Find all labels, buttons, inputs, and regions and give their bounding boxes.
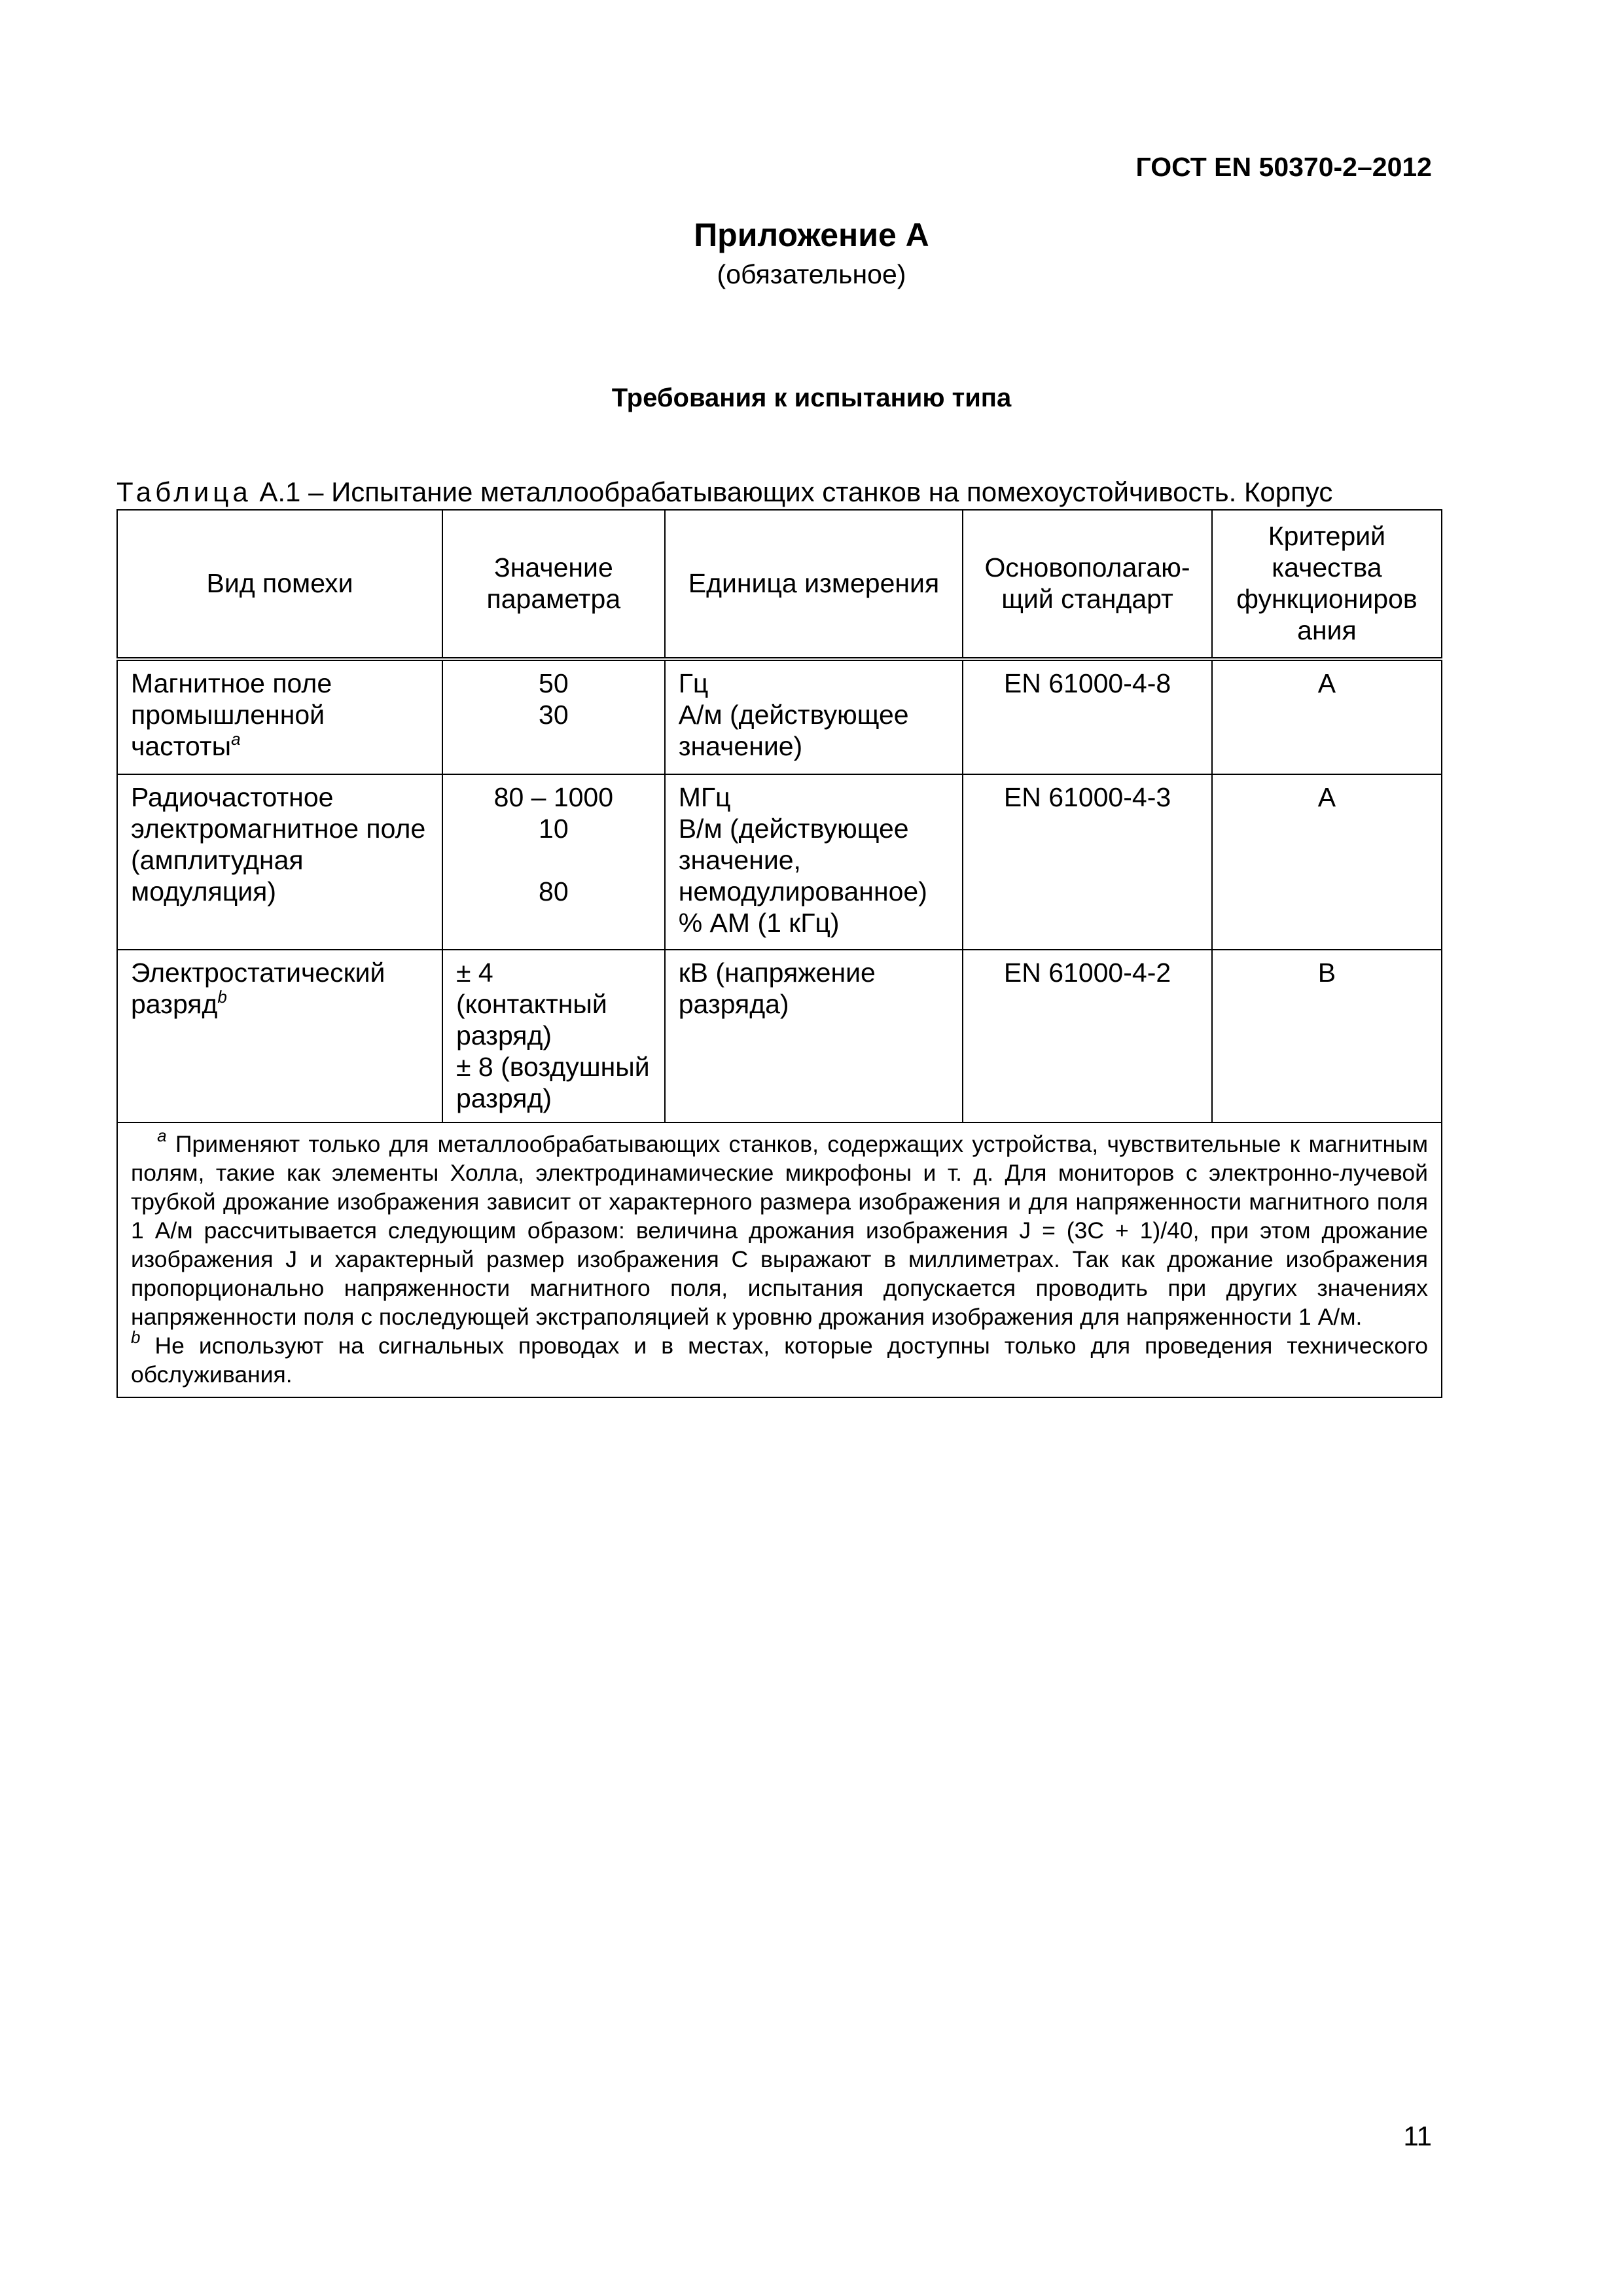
header-units: Единица измерения — [665, 510, 963, 659]
annex-status: (обязательное) — [717, 259, 906, 289]
table-caption-prefix: Таблица — [116, 476, 252, 507]
table-footnotes — [117, 1122, 1442, 1397]
cell-criterion: В — [1212, 950, 1442, 1122]
cell-units: кВ (напряжение разряда) — [665, 950, 963, 1122]
table-caption-text: А.1 – Испытание металлообрабатывающих станков на помехоустойчивость. Корпус — [251, 476, 1333, 507]
footnote-marker-a: a — [231, 729, 241, 749]
header-basic-standard: Основополагаю-щий стандарт — [963, 510, 1212, 659]
cell-units: МГц В/м (действующее значение, немодулированное) % АМ (1 кГц) — [665, 774, 963, 950]
cell-phenomenon: Радиочастотное электромагнитное поле (амплитудная модуляция) — [117, 774, 442, 950]
table-caption — [116, 476, 1332, 508]
annex-title: Приложение А — [694, 217, 929, 253]
cell-phenomenon: Магнитное поле промышленной частоты$^a$ — [117, 659, 442, 774]
table-row — [117, 774, 1442, 950]
cell-values: 50 30 — [442, 659, 665, 774]
table-row — [117, 950, 1442, 1122]
table-footnotes-row — [117, 1122, 1442, 1397]
cell-standard: EN 61000-4-3 — [963, 774, 1212, 950]
table-header-row — [117, 510, 1442, 659]
cell-units: Гц А/м (действующее значение) — [665, 659, 963, 774]
footnote-b: $^b$ Не используют на сигнальных проводах и в местах, которые доступны только для проведения технического обслуживания. — [131, 1327, 1428, 1388]
footnote-a: $^a$ Применяют только для металлообрабатывающих станков, содержащих устройства, чувствительные к магнитным полям, такие как элементы Холла, электродинамические микрофоны и т. д. Для мониторов с электронно-лучевой трубкой дрожание изображения зависит от характерного размера изображения и для напряженности магнитного поля 1 А/м рассчитывается следующим образом: величина дрожания изображения J = (3C + 1)/40, при этом дрожание изображения J и характерный размер изображения C выражают в миллиметрах. Так как дрожание изображения пропорционально напряженности магнитного поля, испытания допускается проводить при других значениях напряженности поля с последующей экстраполяцией к уровню дрожания изображения для напряженности 1 А/м. — [131, 1126, 1428, 1330]
cell-phenomenon: Электростатический разряд$^b$ — [117, 950, 442, 1122]
immunity-table — [116, 509, 1442, 1398]
page-number: 11 — [1403, 2121, 1432, 2151]
header-phenomenon: Вид помехи — [117, 510, 442, 659]
header-value: Значение параметра — [442, 510, 665, 659]
cell-criterion: А — [1212, 659, 1442, 774]
cell-values: ± 4 (контактный разряд) ± 8 (воздушный разряд) — [442, 950, 665, 1122]
standard-code: ГОСТ EN 50370-2–2012 — [1135, 152, 1432, 182]
header-criterion: Критерий качества функциониров ания — [1212, 510, 1442, 659]
cell-standard: EN 61000-4-8 — [963, 659, 1212, 774]
cell-standard: EN 61000-4-2 — [963, 950, 1212, 1122]
footnote-marker-b: b — [217, 987, 227, 1007]
table-row — [117, 659, 1442, 774]
cell-criterion: А — [1212, 774, 1442, 950]
cell-values: 80 – 1000 10 80 — [442, 774, 665, 950]
section-title: Требования к испытанию типа — [611, 384, 1012, 412]
